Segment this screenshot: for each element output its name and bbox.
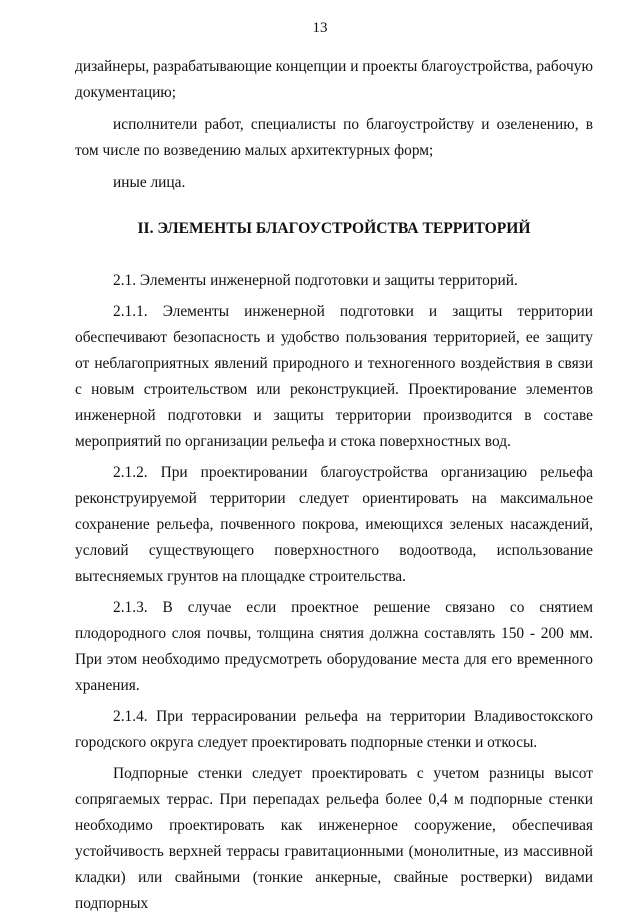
clause-2-1: 2.1. Элементы инженерной подготовки и защиты территорий. bbox=[113, 272, 518, 289]
page-number: 13 bbox=[312, 20, 328, 36]
paragraph-retaining-walls: Подпорные стенки следует проектировать с учетом разницы высот сопрягаемых террас. При перепадах рельефа более 0,4 м подпорные стенки необходимо проектировать как инженерное сооружение, обеспечивая устойчивость верхней террасы гравитационными (монолитные, из массивной кладки) или свайными (тонкие анкерные, свайные ростверки) видами подпорных bbox=[75, 765, 593, 912]
paragraph-other-persons: иные лица. bbox=[113, 174, 186, 191]
clause-2-1-3: 2.1.3. В случае если проектное решение связано со снятием плодородного слоя почвы, толщина снятия должна составлять 150 - 200 мм. При этом необходимо предусмотреть оборудование места для его временного хранения. bbox=[75, 599, 593, 694]
clause-2-1-4: 2.1.4. При террасировании рельефа на территории Владивостокского городского округа следует проектировать подпорные стенки и откосы. bbox=[75, 708, 593, 751]
clause-2-1-1: 2.1.1. Элементы инженерной подготовки и защиты территории обеспечивают безопасность и удобство пользования территорией, ее защиту от неблагоприятных явлений природного и техногенного воздействия в связи с новым строительством или реконструкцией. Проектирование элементов инженерной подготовки и защиты территории производится в составе мероприятий по организации рельефа и стока поверхностных вод. bbox=[75, 303, 593, 450]
paragraph-contractors: исполнители работ, специалисты по благоустройству и озеленению, в том числе по возведению малых архитектурных форм; bbox=[75, 116, 593, 159]
clause-2-1-2: 2.1.2. При проектировании благоустройства организацию рельефа реконструируемой территории следует ориентировать на максимальное сохранение рельефа, почвенного покрова, имеющихся зеленых насаждений, условий существующего поверхностного водоотвода, использование вытесняемых грунтов на площадке строительства. bbox=[75, 464, 593, 585]
document-body bbox=[75, 54, 593, 917]
section-heading: II. ЭЛЕМЕНТЫ БЛАГОУСТРОЙСТВА ТЕРРИТОРИЙ bbox=[137, 220, 531, 237]
paragraph-designers: дизайнеры, разрабатывающие концепции и проекты благоустройства, рабочую документацию; bbox=[75, 58, 593, 101]
